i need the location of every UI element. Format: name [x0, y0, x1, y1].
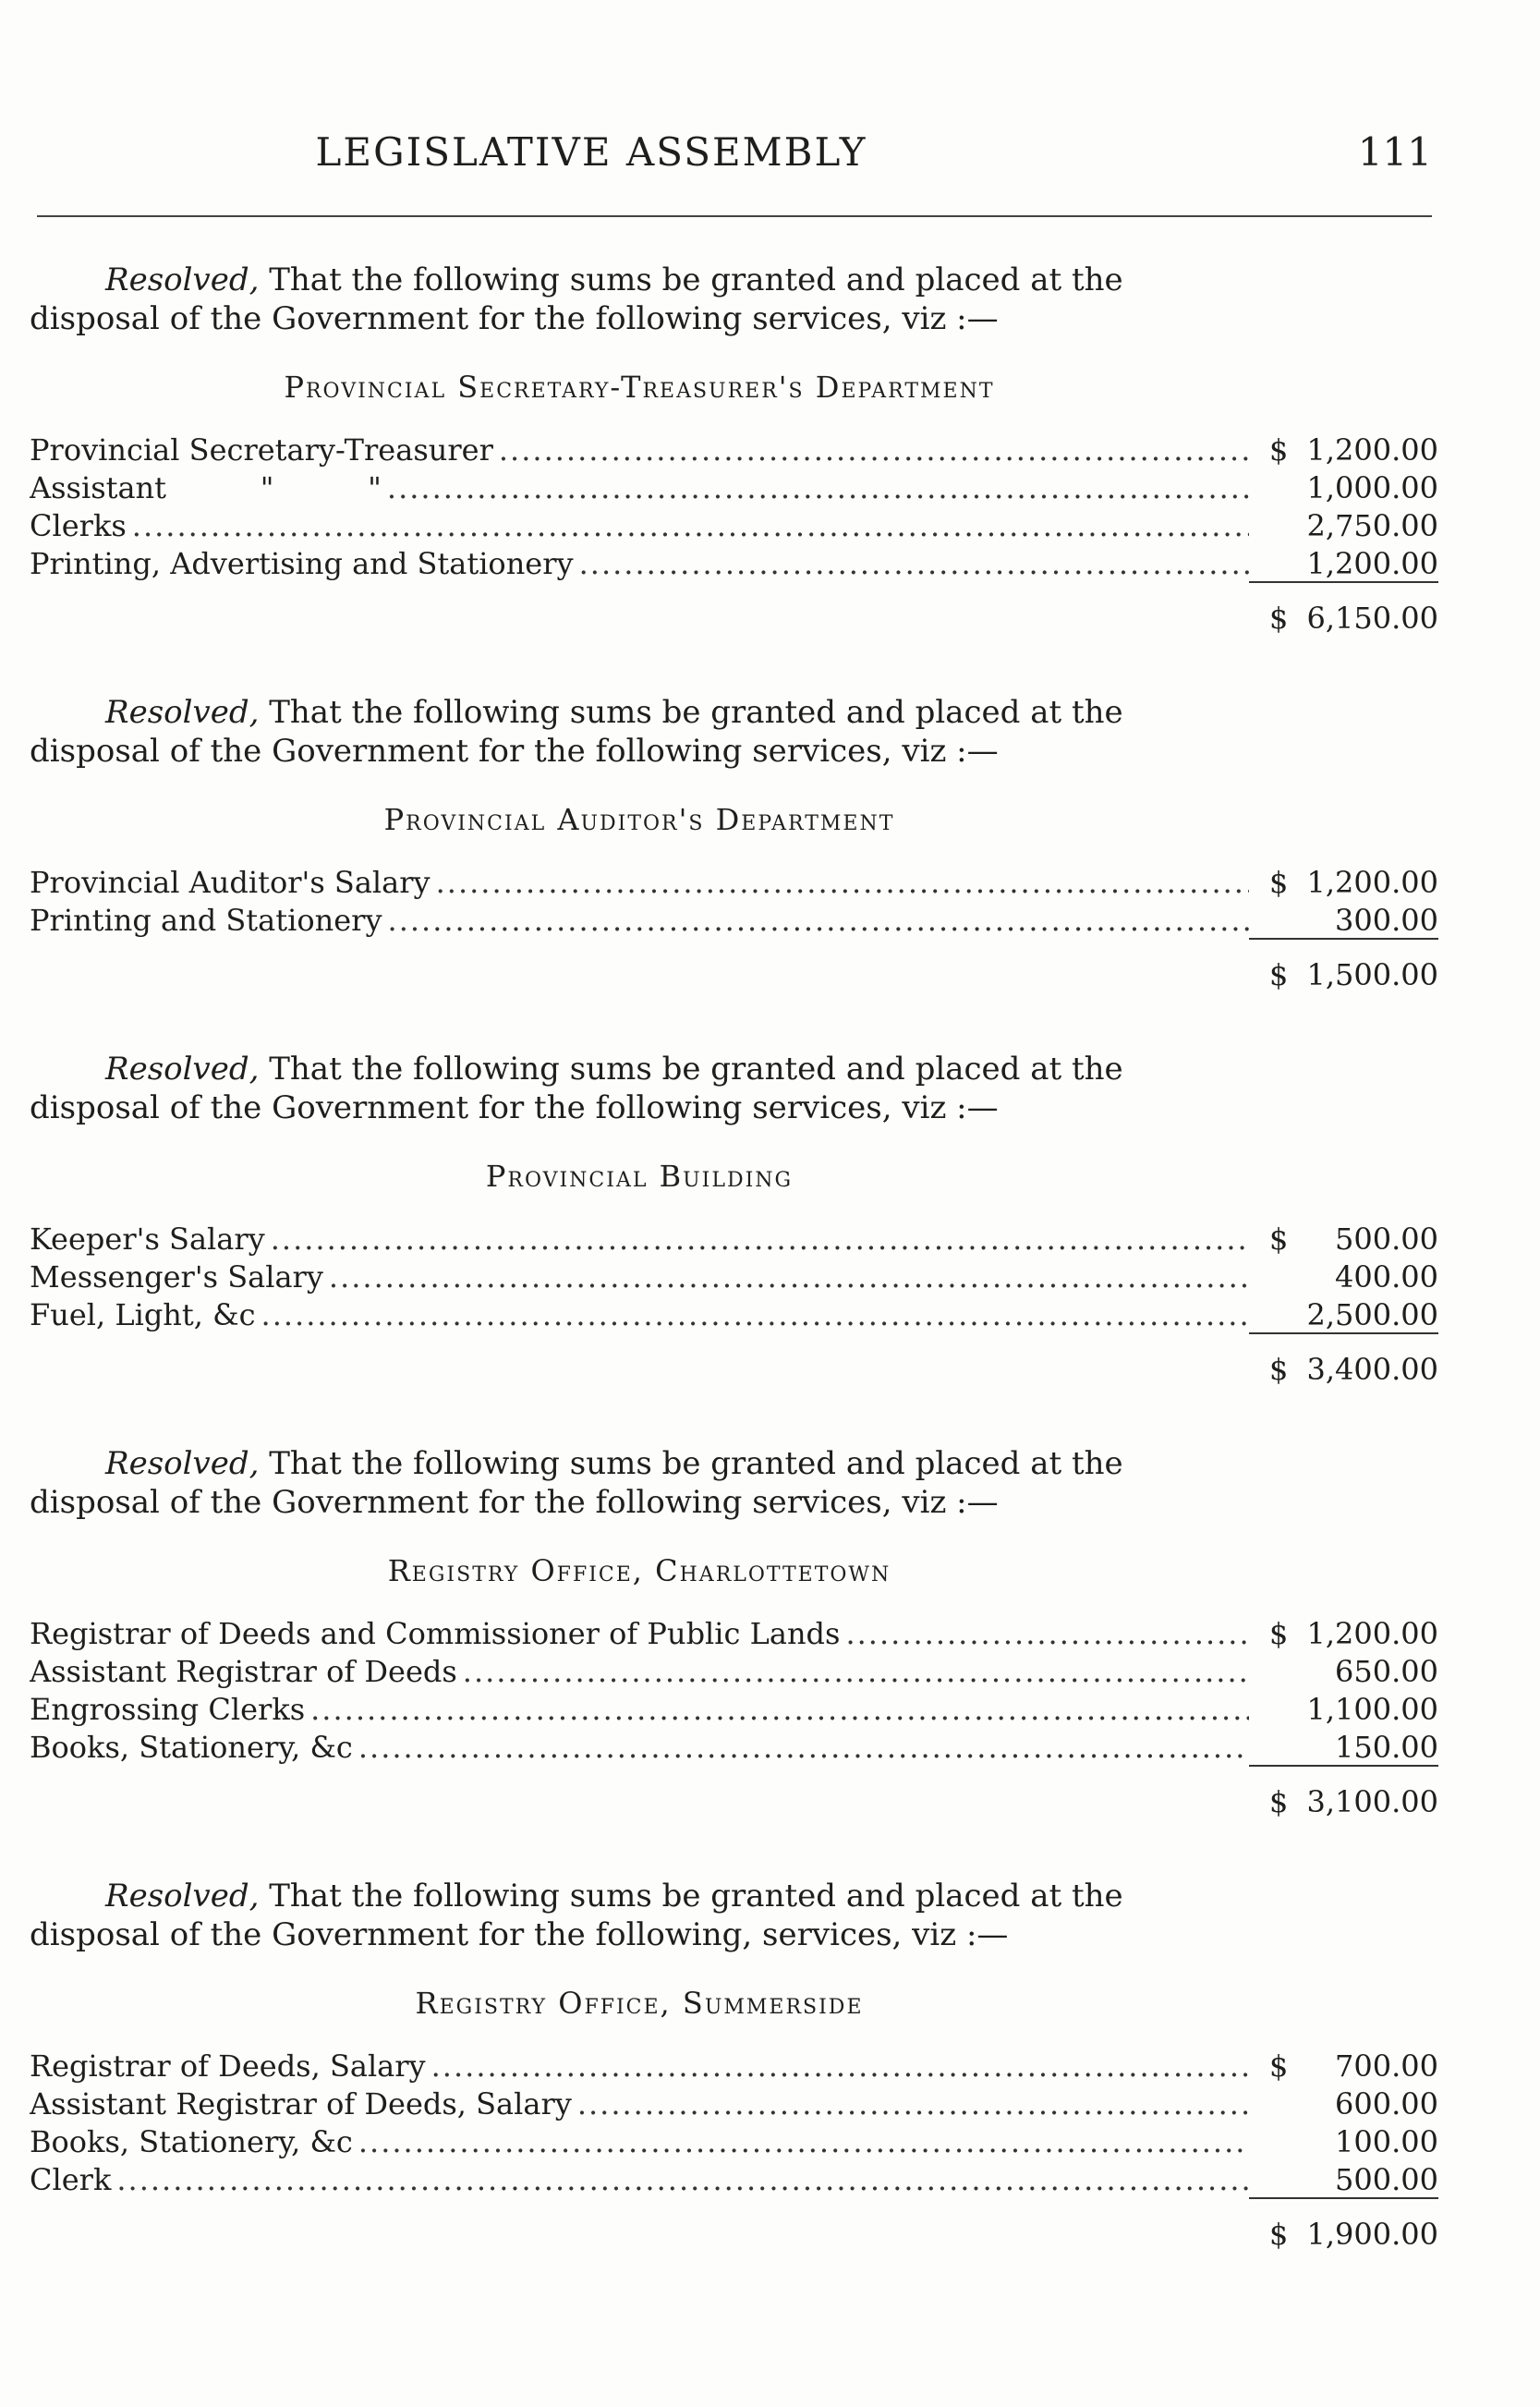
amount-value: 1,100.00 — [1306, 1692, 1438, 1727]
resolution-text: That the following sums be granted and placed at the — [259, 1878, 1123, 1915]
line-item-amount — [1249, 1297, 1438, 1334]
section-total — [30, 2217, 1438, 2252]
amount-value: 1,000.00 — [1306, 470, 1438, 505]
line-item-text: Messenger's Salary — [30, 1259, 323, 1295]
dot-leader — [845, 1616, 1249, 1651]
line-item-amount — [1249, 508, 1438, 543]
line-item-text: Printing, Advertising and Stationery — [30, 546, 574, 581]
line-item — [30, 2162, 1438, 2200]
currency-symbol: $ — [1269, 1352, 1289, 1387]
resolution-keyword: Resolved, — [105, 1051, 260, 1088]
resolution-text: That the following sums be granted and placed at the — [259, 1051, 1123, 1088]
line-item-text: Books, Stationery, &c — [30, 2124, 353, 2159]
resolution-paragraph — [30, 1877, 1249, 1954]
amount-value: 1,200.00 — [1306, 865, 1438, 900]
resolution-line-1 — [30, 1444, 1249, 1483]
line-item-label — [30, 1259, 1249, 1295]
line-item-amount — [1249, 2048, 1438, 2084]
appropriation-section — [30, 1877, 1438, 2252]
appropriation-section — [30, 261, 1438, 636]
total-amount — [1249, 1784, 1438, 1819]
currency-symbol: $ — [1269, 957, 1289, 992]
amount-value: 700.00 — [1335, 2048, 1438, 2084]
dot-leader — [577, 2086, 1249, 2121]
appropriation-section — [30, 1050, 1438, 1387]
line-item-text: Provincial Auditor's Salary — [30, 865, 430, 900]
amount-value: 100.00 — [1335, 2124, 1438, 2159]
dot-leader — [387, 470, 1249, 505]
line-item-label — [30, 546, 1249, 581]
dot-leader — [388, 903, 1249, 938]
dot-leader — [358, 1730, 1249, 1765]
line-item-amount — [1249, 1259, 1438, 1295]
line-item-label — [30, 903, 1249, 938]
line-item — [30, 903, 1438, 941]
currency-symbol: $ — [1269, 601, 1289, 636]
currency-symbol: $ — [1269, 865, 1289, 900]
dot-leader — [271, 1222, 1249, 1257]
amount-value: 1,200.00 — [1306, 546, 1438, 581]
line-item-text: Registrar of Deeds and Commissioner of Public Lands — [30, 1616, 841, 1651]
dot-leader — [116, 2162, 1249, 2197]
amount-value: 150.00 — [1335, 1730, 1438, 1765]
line-item-amount — [1249, 1654, 1438, 1689]
line-item-amount — [1249, 1616, 1438, 1651]
line-item — [30, 546, 1438, 584]
line-item — [30, 1222, 1438, 1259]
line-item-text: Registrar of Deeds, Salary — [30, 2048, 426, 2084]
line-item-label — [30, 2048, 1249, 2084]
dot-leader — [436, 865, 1249, 900]
total-amount — [1249, 1352, 1438, 1387]
department-heading: Provincial Secretary-Treasurer's Department — [284, 370, 995, 405]
resolution-paragraph — [30, 1050, 1249, 1127]
amount-value: 1,200.00 — [1306, 1616, 1438, 1651]
line-item-label — [30, 1730, 1249, 1765]
line-item-amount — [1249, 2124, 1438, 2159]
line-item-text: Fuel, Light, &c — [30, 1297, 256, 1332]
line-item-amount — [1249, 903, 1438, 940]
line-item-text: Clerks — [30, 508, 127, 543]
resolution-line-2: disposal of the Government for the following services, viz :— — [30, 300, 999, 337]
line-item — [30, 1730, 1438, 1768]
resolution-keyword: Resolved, — [105, 1445, 260, 1482]
line-item-text: Assistant Registrar of Deeds, Salary — [30, 2086, 572, 2121]
currency-symbol: $ — [1269, 2048, 1289, 2084]
section-total — [30, 1784, 1438, 1819]
dot-leader — [261, 1297, 1249, 1332]
line-item-label — [30, 470, 1249, 505]
line-item — [30, 1297, 1438, 1335]
department-heading: Provincial Auditor's Department — [383, 802, 895, 837]
line-item-amount — [1249, 865, 1438, 900]
total-value: 3,100.00 — [1306, 1784, 1438, 1819]
line-item — [30, 1616, 1438, 1654]
resolution-line-1 — [30, 1050, 1249, 1088]
total-value: 6,150.00 — [1306, 601, 1438, 636]
appropriation-section — [30, 693, 1438, 992]
resolution-line-1 — [30, 693, 1249, 732]
line-item-amount — [1249, 1730, 1438, 1767]
dot-leader — [499, 432, 1249, 468]
line-item-amount — [1249, 432, 1438, 468]
line-item-label — [30, 1692, 1249, 1727]
line-item-text: Engrossing Clerks — [30, 1692, 306, 1727]
line-item — [30, 865, 1438, 903]
line-item — [30, 2086, 1438, 2124]
department-heading: Registry Office, Charlottetown — [387, 1553, 891, 1588]
section-total — [30, 601, 1438, 636]
total-value: 1,500.00 — [1306, 957, 1438, 992]
line-item — [30, 1692, 1438, 1730]
dot-leader — [358, 2124, 1249, 2159]
dot-leader — [431, 2048, 1249, 2084]
resolution-line-1 — [30, 261, 1249, 299]
resolution-paragraph — [30, 1444, 1249, 1522]
line-item-text: Printing and Stationery — [30, 903, 382, 938]
amount-value: 2,500.00 — [1306, 1297, 1438, 1332]
line-item-amount — [1249, 2086, 1438, 2121]
currency-symbol: $ — [1269, 1616, 1289, 1651]
section-total — [30, 1352, 1438, 1387]
resolution-paragraph — [30, 693, 1249, 771]
resolution-keyword: Resolved, — [105, 694, 260, 731]
currency-symbol: $ — [1269, 432, 1289, 468]
line-item-text: Clerk — [30, 2162, 112, 2197]
amount-value: 1,200.00 — [1306, 432, 1438, 468]
line-item-label — [30, 2124, 1249, 2159]
section-total — [30, 957, 1438, 992]
department-heading: Registry Office, Summerside — [415, 1986, 864, 2021]
currency-symbol: $ — [1269, 1784, 1289, 1819]
page-number: 111 — [1357, 129, 1432, 175]
resolution-text: That the following sums be granted and placed at the — [259, 1445, 1123, 1482]
line-item — [30, 470, 1438, 508]
currency-symbol: $ — [1269, 1222, 1289, 1257]
amount-value: 300.00 — [1335, 903, 1438, 938]
line-item — [30, 1259, 1438, 1297]
line-item-label — [30, 2162, 1249, 2197]
line-item-text: Provincial Secretary-Treasurer — [30, 432, 493, 468]
line-item — [30, 2048, 1438, 2086]
department-heading: Provincial Building — [485, 1159, 794, 1194]
amount-value: 600.00 — [1335, 2086, 1438, 2121]
running-header-title: LEGISLATIVE ASSEMBLY — [315, 129, 867, 175]
dot-leader — [329, 1259, 1249, 1295]
dot-leader — [310, 1692, 1249, 1727]
dot-leader — [463, 1654, 1249, 1689]
amount-value: 650.00 — [1335, 1654, 1438, 1689]
line-item-amount — [1249, 470, 1438, 505]
line-item-label — [30, 508, 1249, 543]
amount-value: 500.00 — [1335, 1222, 1438, 1257]
page-body — [30, 261, 1438, 2309]
total-amount — [1249, 2217, 1438, 2252]
currency-symbol: $ — [1269, 2217, 1289, 2252]
line-item-text: Assistant Registrar of Deeds — [30, 1654, 457, 1689]
line-item-label — [30, 1616, 1249, 1651]
resolution-text: That the following sums be granted and placed at the — [259, 694, 1123, 731]
line-item-label — [30, 865, 1249, 900]
line-item — [30, 2124, 1438, 2162]
resolution-keyword: Resolved, — [105, 1878, 260, 1915]
total-amount — [1249, 601, 1438, 636]
line-item-text: Books, Stationery, &c — [30, 1730, 353, 1765]
line-item-amount — [1249, 546, 1438, 583]
header-rule — [37, 215, 1432, 217]
amount-value: 400.00 — [1335, 1259, 1438, 1295]
total-amount — [1249, 957, 1438, 992]
line-item-text: Assistant " " — [30, 470, 382, 505]
line-item — [30, 508, 1438, 546]
resolution-line-2: disposal of the Government for the following services, viz :— — [30, 1484, 999, 1521]
line-item-amount — [1249, 1222, 1438, 1257]
dot-leader — [579, 546, 1249, 581]
line-item-text: Keeper's Salary — [30, 1222, 265, 1257]
line-item-label — [30, 2086, 1249, 2121]
line-item-amount — [1249, 2162, 1438, 2199]
line-item-label — [30, 1222, 1249, 1257]
line-item-label — [30, 1297, 1249, 1332]
total-value: 1,900.00 — [1306, 2217, 1438, 2252]
resolution-line-1 — [30, 1877, 1249, 1915]
resolution-line-2: disposal of the Government for the following, services, viz :— — [30, 1916, 1009, 1953]
amount-value: 2,750.00 — [1306, 508, 1438, 543]
amount-value: 500.00 — [1335, 2162, 1438, 2197]
resolution-line-2: disposal of the Government for the following services, viz :— — [30, 1089, 999, 1126]
resolution-text: That the following sums be granted and placed at the — [259, 261, 1123, 298]
appropriation-section — [30, 1444, 1438, 1819]
dot-leader — [132, 508, 1249, 543]
total-value: 3,400.00 — [1306, 1352, 1438, 1387]
line-item — [30, 432, 1438, 470]
resolution-paragraph — [30, 261, 1249, 338]
line-item-amount — [1249, 1692, 1438, 1727]
line-item-label — [30, 432, 1249, 468]
resolution-line-2: disposal of the Government for the following services, viz :— — [30, 733, 999, 770]
resolution-keyword: Resolved, — [105, 261, 260, 298]
line-item — [30, 1654, 1438, 1692]
line-item-label — [30, 1654, 1249, 1689]
